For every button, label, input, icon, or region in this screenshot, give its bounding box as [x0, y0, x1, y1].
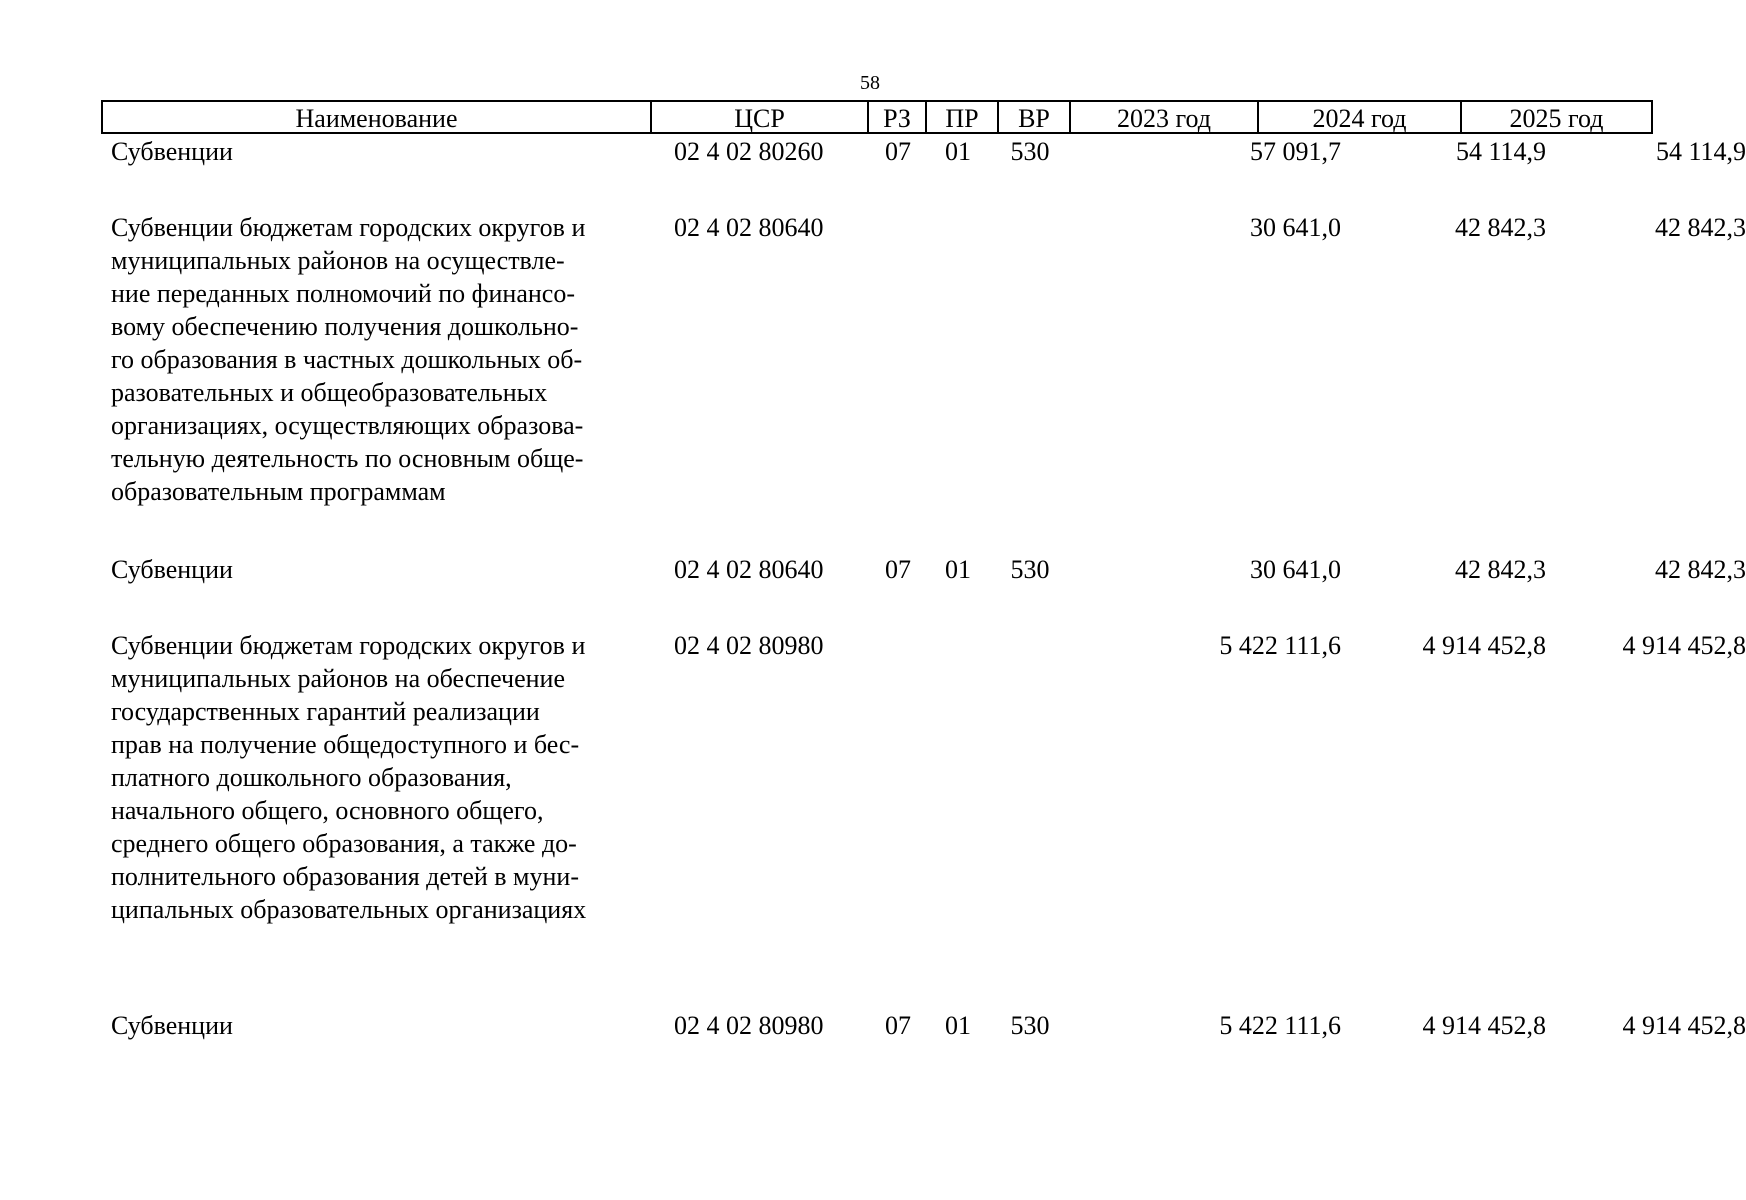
- row-name-line: Субвенции: [111, 137, 233, 166]
- row-name-line: образовательным программам: [111, 477, 446, 506]
- page-number: 58: [860, 72, 880, 94]
- row-name-line: прав на получение общедоступного и бес-: [111, 730, 580, 759]
- row-name-line: тельную деятельность по основным обще-: [111, 444, 584, 473]
- row-rz: 07: [885, 555, 911, 584]
- row-vr: 530: [1010, 137, 1050, 166]
- row-2024: 42 842,3: [1455, 555, 1546, 584]
- row-name-line: полнительного образования детей в муни-: [111, 862, 579, 891]
- row-name-line: платного дошкольного образования,: [111, 763, 512, 792]
- row-name: [111, 211, 651, 508]
- row-csr: 02 4 02 80980: [674, 1011, 824, 1040]
- header-csr: ЦСР: [652, 102, 869, 132]
- row-csr: 02 4 02 80640: [674, 213, 824, 242]
- header-pr: ПР: [927, 102, 999, 132]
- header-2023: 2023 год: [1071, 102, 1259, 132]
- row-name-line: муниципальных районов на обеспечение: [111, 664, 566, 693]
- row-vr: 530: [1010, 1011, 1050, 1040]
- row-rz: 07: [885, 137, 911, 166]
- row-2023: 30 641,0: [1250, 213, 1341, 242]
- header-rz: РЗ: [869, 102, 927, 132]
- header-name: Наименование: [103, 102, 652, 132]
- row-name-line: Субвенции: [111, 555, 233, 584]
- row-pr: 01: [945, 137, 971, 166]
- row-name-line: разовательных и общеобразовательных: [111, 378, 548, 407]
- header-2024: 2024 год: [1259, 102, 1462, 132]
- row-name-line: среднего общего образования, а также до-: [111, 829, 577, 858]
- row-2024: 4 914 452,8: [1422, 1011, 1546, 1040]
- row-vr: 530: [1010, 555, 1050, 584]
- row-name-line: вому обеспечению получения дошкольно-: [111, 312, 579, 341]
- row-2023: 5 422 111,6: [1219, 1011, 1341, 1040]
- table-header: [101, 100, 1653, 134]
- row-name: [111, 135, 651, 168]
- row-2025: 42 842,3: [1655, 213, 1746, 242]
- row-name: [111, 553, 651, 586]
- row-name-line: го образования в частных дошкольных об-: [111, 345, 583, 374]
- row-name-line: Субвенции: [111, 1011, 233, 1040]
- row-2025: 42 842,3: [1655, 555, 1746, 584]
- row-2024: 54 114,9: [1455, 137, 1546, 166]
- row-2025: 4 914 452,8: [1622, 1011, 1746, 1040]
- row-2023: 5 422 111,6: [1219, 631, 1341, 660]
- row-csr: 02 4 02 80640: [674, 555, 824, 584]
- row-name-line: Субвенции бюджетам городских округов и: [111, 631, 586, 660]
- row-pr: 01: [945, 1011, 971, 1040]
- row-name-line: ципальных образовательных организациях: [111, 895, 587, 924]
- row-name: [111, 629, 651, 926]
- row-name-line: муниципальных районов на осуществле-: [111, 246, 565, 275]
- row-rz: 07: [885, 1011, 911, 1040]
- row-name-line: начального общего, основного общего,: [111, 796, 544, 825]
- row-2024: 4 914 452,8: [1422, 631, 1546, 660]
- row-pr: 01: [945, 555, 971, 584]
- row-csr: 02 4 02 80260: [674, 137, 824, 166]
- row-2025: 4 914 452,8: [1622, 631, 1746, 660]
- row-2023: 30 641,0: [1250, 555, 1341, 584]
- row-csr: 02 4 02 80980: [674, 631, 824, 660]
- row-2023: 57 091,7: [1250, 137, 1341, 166]
- row-name-line: государственных гарантий реализации: [111, 697, 540, 726]
- row-name-line: организациях, осуществляющих образова-: [111, 411, 584, 440]
- header-vr: ВР: [999, 102, 1071, 132]
- header-2025: 2025 год: [1509, 104, 1604, 133]
- row-name-line: Субвенции бюджетам городских округов и: [111, 213, 586, 242]
- row-name: [111, 1009, 651, 1042]
- row-2024: 42 842,3: [1455, 213, 1546, 242]
- row-2025: 54 114,9: [1655, 137, 1746, 166]
- row-name-line: ние переданных полномочий по финансо-: [111, 279, 575, 308]
